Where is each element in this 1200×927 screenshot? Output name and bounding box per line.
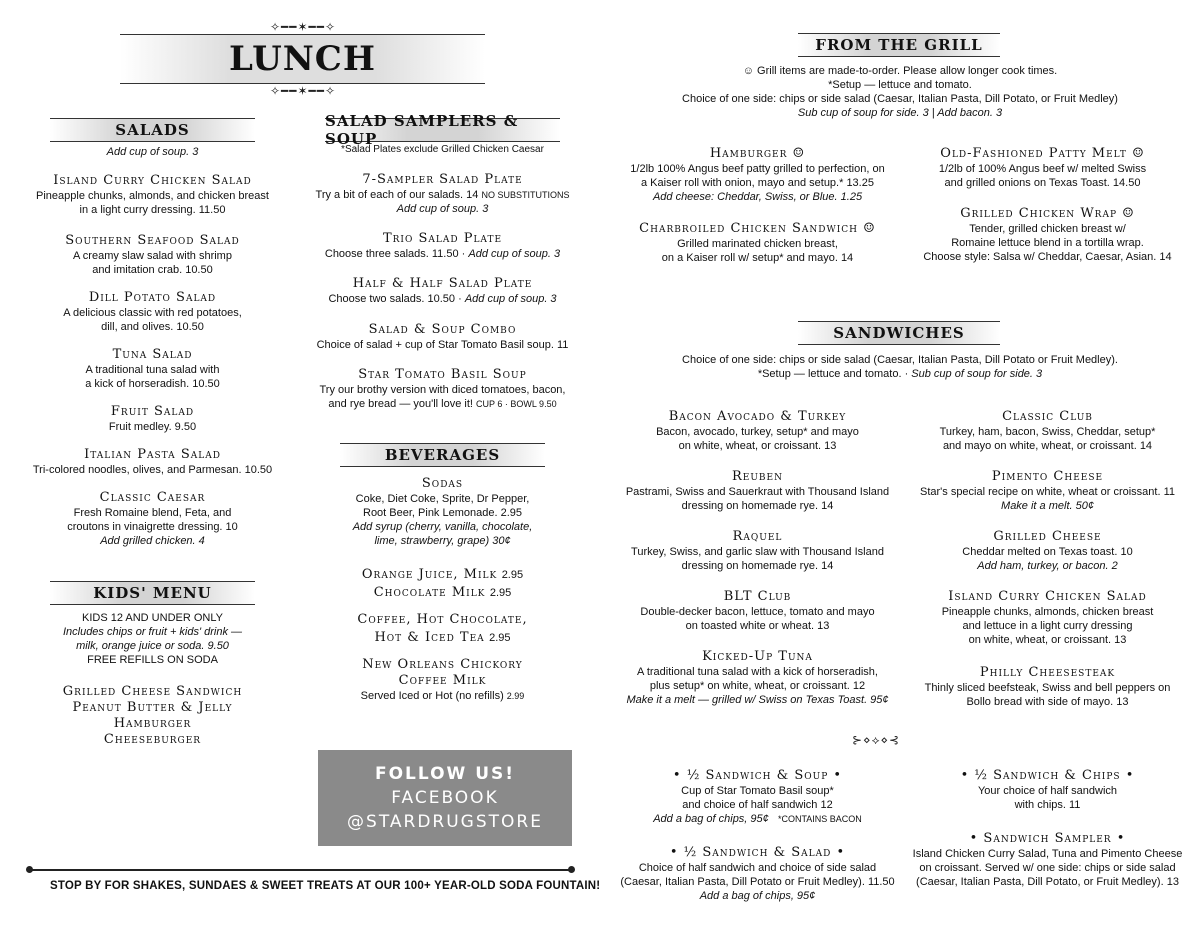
beverages-heading: BEVERAGES (340, 443, 545, 467)
sandwich-item: Bacon Avocado & Turkey Bacon, avocado, turkey, setup* and mayo on white, wheat, or croissant. 13 (656, 409, 859, 452)
sandwiches-notes: Choice of one side: chips or side salad (Caesar, Italian Pasta, Dill Potato or Fruit Medley). *Setup — lettuce and tomato. · Sub cup of soup for side. 3 (682, 354, 1118, 380)
grill-item: Charbroiled Chicken Sandwich ☺ Grilled marinated chicken breast, on a Kaiser roll w/ setup* and mayo. 14 (639, 221, 876, 264)
bev-coffee: Coffee, Hot Chocolate, Hot & Iced Tea 2.95 (357, 612, 528, 645)
lunch-title-bar (120, 34, 485, 84)
grill-icon: ☺ (1122, 206, 1135, 221)
salad-item: Southern Seafood Salad A creamy slaw salad with shrimp and imitation crab. 10.50 (65, 233, 240, 276)
bev-sodas: Sodas Coke, Diet Coke, Sprite, Dr Pepper, Root Beer, Pink Lemonade. 2.95 Add syrup (cherry, vanilla, chocolate, lime, strawberry, grape) 30¢ (352, 476, 533, 547)
salad-item: Island Curry Chicken Salad Pineapple chunks, almonds, and chicken breast in a light curry dressing. 11.50 (36, 173, 269, 216)
ornament-top: ✧━━✶━━✧ (270, 20, 337, 34)
sandwich-item: Classic Club Turkey, ham, bacon, Swiss, Cheddar, setup* and mayo on white, wheat, or croissant. 14 (939, 409, 1156, 452)
sampler-item: Salad & Soup Combo Choice of salad + cup of Star Tomato Basil soup. 11 (316, 322, 569, 351)
salad-item: Italian Pasta Salad Tri-colored noodles, olives, and Parmesan. 10.50 (32, 447, 273, 476)
salad-item: Fruit Salad Fruit medley. 9.50 (108, 404, 197, 433)
salad-item: Classic Caesar Fresh Romaine blend, Feta, and croutons in vinaigrette dressing. 10 Add grilled chicken. 4 (67, 490, 238, 547)
combo-item: • ½ Sandwich & Chips • Your choice of half sandwich with chips. 11 (960, 768, 1135, 811)
sampler-item: Trio Salad Plate Choose three salads. 11.50 · Add cup of soup. 3 (324, 231, 561, 260)
sandwich-item: Grilled Cheese Cheddar melted on Texas toast. 10 Add ham, turkey, or bacon. 2 (962, 529, 1133, 572)
kids-heading: KIDS' MENU (50, 581, 255, 605)
sandwich-item: Raquel Turkey, Swiss, and garlic slaw with Thousand Island dressing on homemade rye. 14 (631, 529, 884, 572)
bev-chickory: New Orleans Chickory Coffee Milk Served Iced or Hot (no refills) 2.99 (360, 657, 525, 702)
combo-item: • ½ Sandwich & Salad • Choice of half sandwich and choice of side salad (Caesar, Italian Pasta, Dill Potato or Fruit Medley). 11.50 Add a bag of chips, 95¢ (620, 845, 895, 902)
ornament-bottom: ✧━━✶━━✧ (270, 84, 337, 98)
grill-item: Old-Fashioned Patty Melt ☺ 1/2lb of 100% Angus beef w/ melted Swiss and grilled onions on Texas Toast. 14.50 (938, 146, 1147, 189)
divider-ornament: ⊱⋄⟡⋄⊰ (852, 733, 901, 747)
combo-item: • ½ Sandwich & Soup • Cup of Star Tomato Basil soup* and choice of half sandwich 12 Add a bag of chips, 95¢ *CONTAINS BACON (653, 768, 862, 825)
sandwich-item: Island Curry Chicken Salad Pineapple chunks, almonds, chicken breast and lettuce in a light curry dressing on white, wheat, or croissant. 13 (941, 589, 1154, 646)
salads-note: Add cup of soup. 3 (106, 146, 199, 158)
salad-item: Tuna Salad A traditional tuna salad with a kick of horseradish. 10.50 (85, 347, 220, 390)
sampler-item: Half & Half Salad Plate Choose two salads. 10.50 · Add cup of soup. 3 (328, 276, 557, 305)
sandwich-item: Philly Cheesesteak Thinly sliced beefsteak, Swiss and bell peppers on Bollo bread with side of mayo. 13 (924, 665, 1171, 708)
grill-icon: ☺ (742, 65, 754, 77)
samplers-note: *Salad Plates exclude Grilled Chicken Caesar (341, 144, 544, 155)
grill-icon: ☺ (863, 221, 876, 236)
sandwich-item: BLT Club Double-decker bacon, lettuce, tomato and mayo on toasted white or wheat. 13 (640, 589, 875, 632)
salad-item: Dill Potato Salad A delicious classic with red potatoes, dill, and olives. 10.50 (63, 290, 242, 333)
samplers-heading: SALAD SAMPLERS & SOUP (325, 118, 560, 142)
sandwich-item: Reuben Pastrami, Swiss and Sauerkraut with Thousand Island dressing on homemade rye. 14 (625, 469, 890, 512)
bev-juice: Orange Juice, Milk 2.95 Chocolate Milk 2.95 (361, 567, 524, 600)
kids-details: KIDS 12 AND UNDER ONLY Includes chips or fruit + kids' drink — milk, orange juice or soda. 9.50 FREE REFILLS ON SODA (62, 612, 243, 666)
sampler-item: 7-Sampler Salad Plate Try a bit of each of our salads. 14 NO SUBSTITUTIONS Add cup of soup. 3 (315, 172, 570, 215)
grill-icon: ☺ (1132, 146, 1145, 161)
page-title: LUNCH (229, 39, 376, 79)
footer-text: STOP BY FOR SHAKES, SUNDAES & SWEET TREATS AT OUR 100+ YEAR-OLD SODA FOUNTAIN! (50, 880, 601, 892)
grill-item: Hamburger ☺ 1/2lb 100% Angus beef patty grilled to perfection, on a Kaiser roll with onion, mayo and setup.* 13.25 Add cheese: Cheddar, Swiss, or Blue. 1.25 (630, 146, 885, 203)
grill-item: Grilled Chicken Wrap ☺ Tender, grilled chicken breast w/ Romaine lettuce blend in a tortilla wrap. Choose style: Salsa w/ Cheddar, Caesar, Asian. 14 (923, 206, 1172, 263)
grill-notes: ☺ Grill items are made-to-order. Please allow longer cook times. *Setup — lettuce and tomato. Choice of one side: chips or side salad (Caesar, Italian Pasta, Dill Potato, or Fruit Medley) Sub cup of soup for side. 3 | Add bacon. 3 (682, 65, 1118, 119)
grill-heading: FROM THE GRILL (798, 33, 1000, 57)
sandwiches-heading: SANDWICHES (798, 321, 1000, 345)
sampler-item: Star Tomato Basil Soup Try our brothy version with diced tomatoes, bacon, and rye bread — you'll love it! CUP 6 · BOWL 9.50 (319, 367, 566, 410)
combo-item: • Sandwich Sampler • Island Chicken Curry Salad, Tuna and Pimento Cheese on croissant. Served w/ one side: chips or side salad (Caesar, Italian Pasta, Dill Potato, or Fruit Medley). 13 (912, 831, 1183, 888)
follow-us-box: FOLLOW US! FACEBOOK @STARDRUGSTORE (318, 750, 572, 846)
grill-icon: ☺ (792, 146, 806, 161)
sandwich-item: Pimento Cheese Star's special recipe on white, wheat or croissant. 11 Make it a melt. 50¢ (919, 469, 1176, 512)
sandwich-item: Kicked-Up Tuna A traditional tuna salad with a kick of horseradish, plus setup* on white, wheat, or croissant. 12 Make it a melt — grilled w/ Swiss on Texas Toast. 95¢ (626, 649, 889, 706)
footer-rule (30, 869, 570, 871)
salads-heading: SALADS (50, 118, 255, 142)
kids-items: Grilled Cheese Sandwich Peanut Butter & Jelly Hamburger Cheeseburger (62, 684, 243, 747)
rule-dot-right (568, 866, 575, 873)
